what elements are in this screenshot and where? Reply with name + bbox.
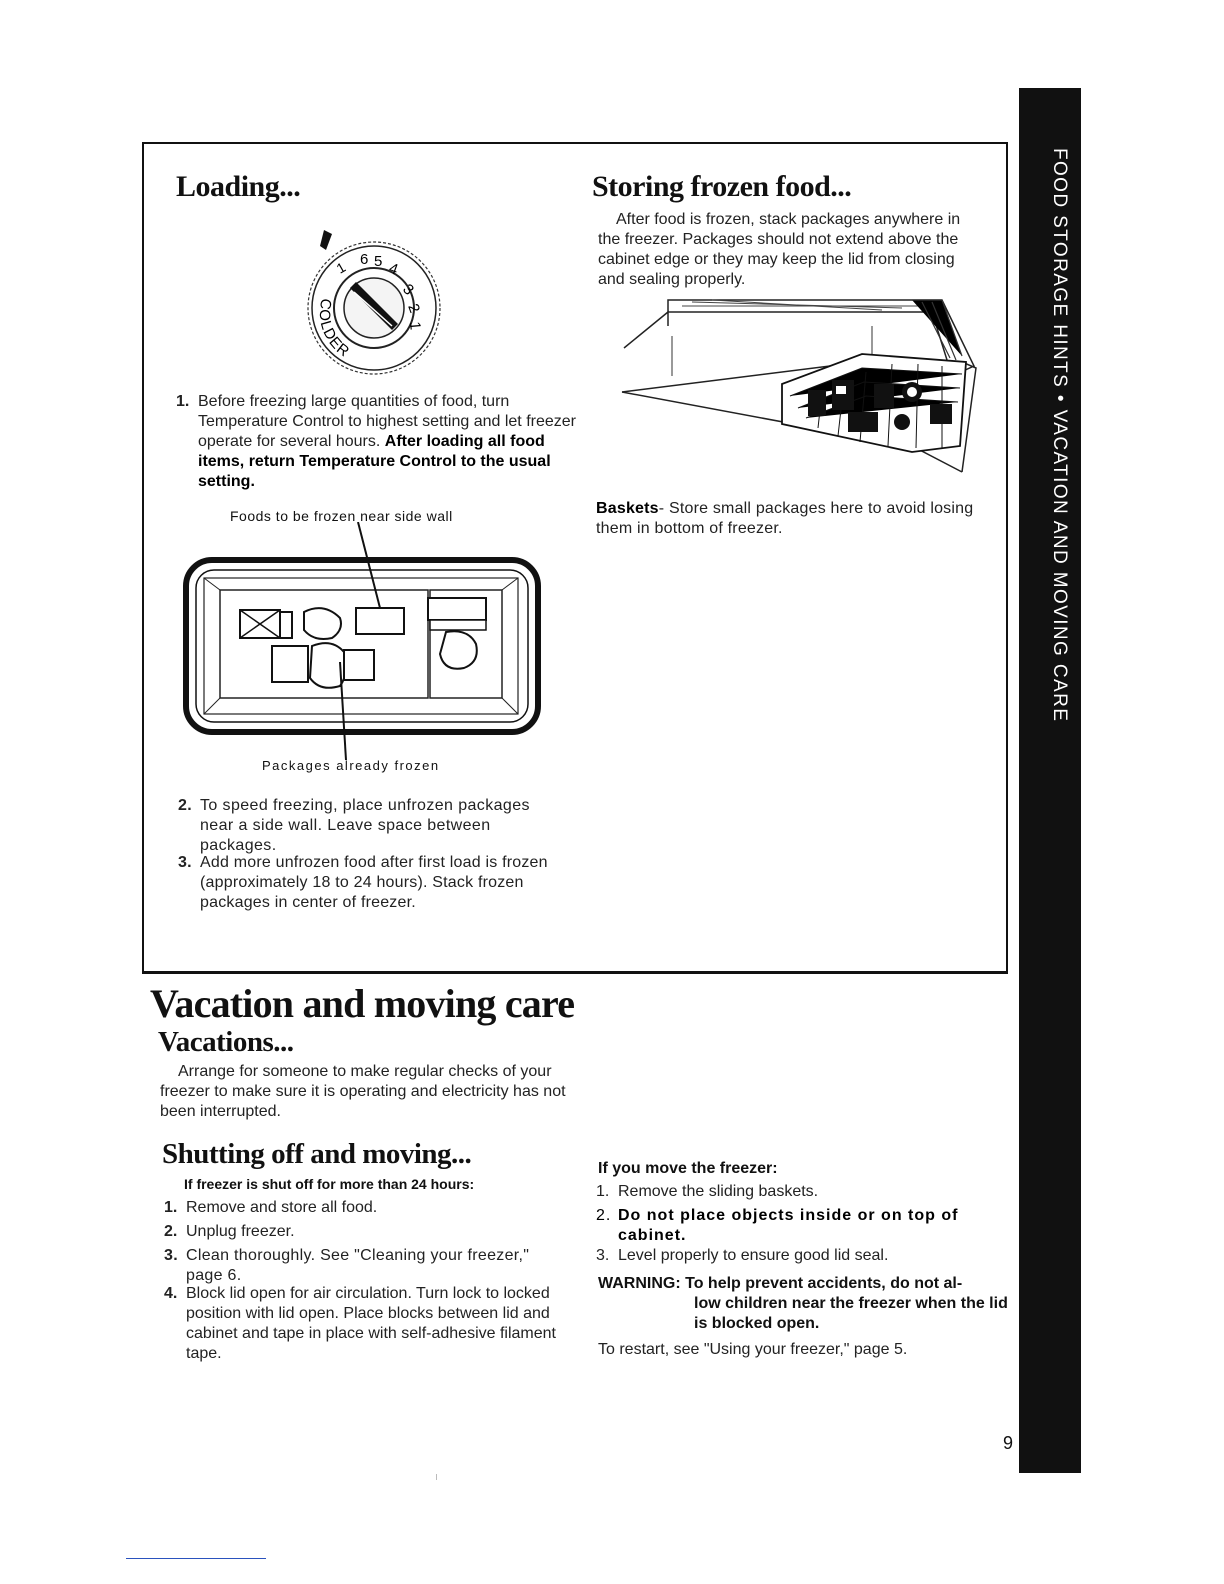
vacations-text: Arrange for someone to make regular checks of your freezer to make sure it is operating and electricity has not been interrupted. bbox=[160, 1063, 566, 1120]
dial-number: 5 bbox=[374, 253, 383, 270]
baskets-label: Baskets bbox=[596, 500, 659, 517]
shutting-heading: Shutting off and moving... bbox=[162, 1138, 472, 1170]
section-title: Vacation and moving care bbox=[150, 981, 575, 1026]
moving-item-1: 1. Remove the sliding baskets. bbox=[596, 1183, 819, 1200]
step-2-text: To speed freezing, place unfrozen packages near a side wall. Leave space between packages. bbox=[200, 797, 530, 854]
moving-heading: If you move the freezer: bbox=[598, 1160, 778, 1177]
scan-mark bbox=[436, 1474, 437, 1480]
freezer-loading-diagram bbox=[180, 522, 546, 762]
restart-text: To restart, see "Using your freezer," page 5. bbox=[598, 1341, 908, 1358]
page-number: 9 bbox=[1003, 1433, 1014, 1453]
moving-item-text: Remove the sliding baskets. bbox=[618, 1183, 819, 1200]
warning-block bbox=[598, 1274, 1018, 1334]
moving-item-2: 2. Do not place objects inside or on top of cabinet. bbox=[596, 1207, 959, 1244]
vacations-heading: Vacations... bbox=[158, 1026, 294, 1058]
loading-step-1: 1. Before freezing large quantities of food, turn Temperature Control to highest setting and let freezer operate for several hours. After loading all food items, return Temperature Control to the usual setting. bbox=[176, 393, 576, 490]
moving-item-3: 3. Level properly to ensure good lid seal. bbox=[596, 1247, 889, 1264]
shutting-item-text: Remove and store all food. bbox=[186, 1199, 378, 1216]
warning-label: WARNING: bbox=[598, 1275, 681, 1292]
shutting-item-3: 3. Clean thoroughly. See "Cleaning your freezer," page 6. bbox=[164, 1247, 530, 1284]
shutting-item-4: 4. Block lid open for air circulation. Turn lock to locked position with lid open. Place blocks between lid and cabinet and tape in place with self-adhesive filament tape. bbox=[164, 1285, 556, 1362]
shutting-subheading: If freezer is shut off for more than 24 hours: bbox=[184, 1176, 475, 1192]
baskets-text: - Store small packages here to avoid losing them in bottom of freezer. bbox=[596, 500, 974, 537]
diagram-label-bottom: Packages already frozen bbox=[262, 758, 440, 773]
step-1-bold-text: After loading all food items, return Temperature Control to the usual setting. bbox=[198, 433, 551, 490]
shutting-item-text: Clean thoroughly. See "Cleaning your freezer," page 6. bbox=[186, 1247, 530, 1284]
storing-text: After food is frozen, stack packages anywhere in the freezer. Packages should not extend above the cabinet edge or they may keep the lid from closing and sealing properly. bbox=[598, 211, 961, 288]
moving-item-text: Level properly to ensure good lid seal. bbox=[618, 1247, 889, 1264]
loading-step-2: 2. To speed freezing, place unfrozen packages near a side wall. Leave space between packages. bbox=[178, 797, 530, 854]
moving-item-text: Do not place objects inside or on top of cabinet. bbox=[618, 1207, 959, 1244]
step-1-text: Before freezing large quantities of food, turn Temperature Control to highest setting and let freezer operate for several hours. bbox=[198, 393, 576, 450]
dial-number: 6 bbox=[360, 251, 369, 268]
shutting-item-text: Block lid open for air circulation. Turn lock to locked position with lid open. Place blocks between lid and cabinet and tape in place with self-adhesive filament tape. bbox=[186, 1285, 556, 1362]
freezer-baskets-illustration bbox=[612, 296, 982, 486]
diagram-label-top: Foods to be frozen near side wall bbox=[230, 508, 453, 524]
baskets-paragraph bbox=[596, 499, 980, 539]
shutting-item-text: Unplug freezer. bbox=[186, 1223, 295, 1240]
warning-line-1: To help prevent accidents, do not al- bbox=[685, 1275, 963, 1292]
dial-colder-label: COLDER bbox=[315, 297, 353, 361]
dial-number: 1 bbox=[333, 258, 349, 277]
temperature-dial-illustration bbox=[296, 228, 456, 380]
step-3-text: Add more unfrozen food after first load is frozen (approximately 18 to 24 hours). Stack frozen packages in center of freezer. bbox=[200, 854, 548, 911]
shutting-item-2: 2. Unplug freezer. bbox=[164, 1223, 295, 1240]
footer-line bbox=[126, 1558, 266, 1559]
dial-number: 1 bbox=[406, 320, 424, 331]
storing-heading: Storing frozen food... bbox=[592, 170, 852, 203]
dial-number: 2 bbox=[404, 301, 424, 316]
loading-step-3: 3. Add more unfrozen food after first load is frozen (approximately 18 to 24 hours). Stack frozen packages in center of freezer. bbox=[178, 854, 548, 911]
dial-number: 4 bbox=[386, 259, 401, 279]
side-tab-text: FOOD STORAGE HINTS • VACATION AND MOVING CARE bbox=[1049, 148, 1070, 723]
loading-heading: Loading... bbox=[176, 170, 301, 203]
warning-rest: low children near the freezer when the lid is blocked open. bbox=[694, 1295, 1008, 1332]
shutting-item-1: 1. Remove and store all food. bbox=[164, 1199, 378, 1216]
dial-number: 3 bbox=[399, 280, 418, 299]
